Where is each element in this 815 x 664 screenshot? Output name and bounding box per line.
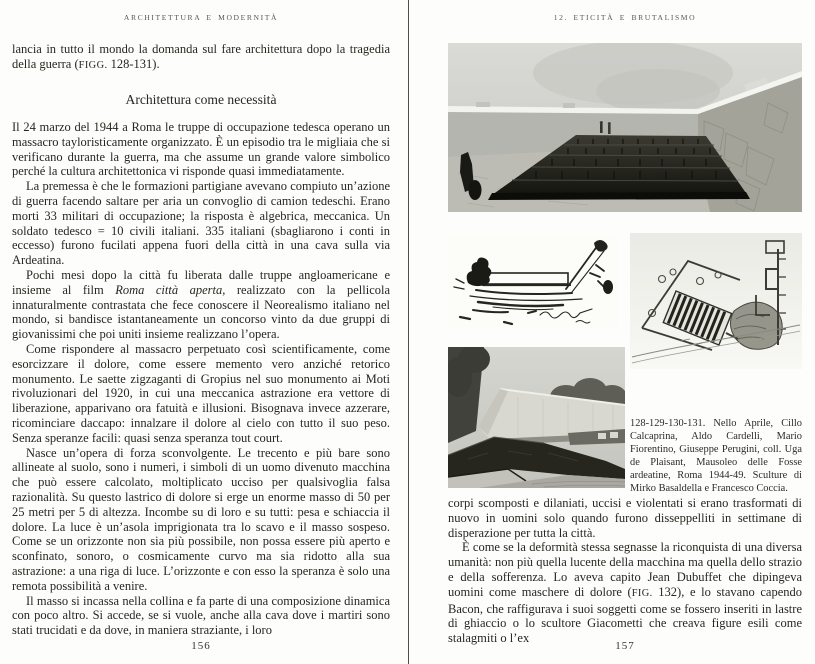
figure-site-plan-drawing: [630, 233, 802, 369]
left-opening-paragraphs: [12, 42, 390, 74]
body-paragraph: lancia in tutto il mondo la domanda sul fare architettura dopo la tragedia della guerra (FIGG. 128-131).: [12, 42, 390, 71]
body-paragraph: La premessa è che le formazioni partigiane avevano compiuto un’azione di guerra facendo saltare per aria un convoglio di camion tedeschi. Erano morti 33 militari di occupazione; la risposta è algebrica, meccanica. Un soldato tedesco = 10 civili italiani. 335 italiani (sbagliarono i conti in eccesso) furono fucilati appena fuori della città in una cava sulla via Ardeatina.: [12, 179, 390, 268]
figure-monument-sketch: [448, 235, 618, 329]
left-running-header: ARCHITETTURA E MODERNITÀ: [123, 13, 279, 22]
body-paragraph: Il 24 marzo del 1944 a Roma le truppe di occupazione tedesca operano un massacro tayloristicamente organizzato. È un episodio tra le migliaia che si verificano durante la guerra, ma che assume un grande valore simbolico perché la cultura architettonica vi risponde quasi immediatamente.: [12, 120, 390, 179]
body-paragraph: Il masso si incassa nella collina e fa parte di una composizione dinamica con poco altro. Si accede, se si vuole, anche alla cava dove i martiri sono stati trucidati e da dove, in maniera straziante, i loro: [12, 593, 390, 638]
body-paragraph: È come se la deformità stessa segnasse la riconquista di una diversa umanità: non più quella lucente della macchina ma quella dello strazio e della sofferenza. Lo aveva capito Jean Dubuffet che dipingeva uomini come maschere di dolore (FIG. 132), e lo stavano capendo Bacon, che raffigurava i suoi soggetti come se fossero inseriti in lastre di ghiaccio o lo scultore Giacometti che creava figure esili come stalagmiti o l’ex: [448, 540, 802, 646]
left-page: [12, 0, 390, 664]
figure-mausoleum-exterior-photo: [448, 347, 625, 488]
body-paragraph: Pochi mesi dopo la città fu liberata dalle truppe angloamericane e insieme al film Roma città aperta, realizzato con la pellicola innaturalmente contrastata che fece conoscere il Neorealismo italiano nel mondo, si bandisce istantaneamente un concorso vinto da due gruppi di giovanissimi che poi uniti insieme realizzano l’opera.: [12, 267, 391, 342]
body-paragraph: Nasce un’opera di forza sconvolgente. Le trecento e più bare sono allineate al suolo, sono i numeri, i simboli di un uomo divenuto macchina che può essere calcolato, moltiplicato ucciso per qualsivoglia falsa razionalità. Su questo lastrico di dolore si erge un enorme masso di 50 per 25 metri per 5 di altezza. Incombe su di loro e su tutti: pesa e schiaccia il dolore. La luce è un’asola imprigionata tra lo scavo e il masso sospeso. Come se un orizzonte non sia più possibile, non possa essere più aperto e sconfinato, sonoro, o cosmicamente curvo ma sia ridotto alla sua astrazione: a una riga di luce. L’orizzonte e con esso la speranza è solo una remota possibilità a venire.: [12, 445, 390, 593]
page-gutter: [408, 0, 409, 664]
mausoleum-interior-illustration: [448, 43, 802, 212]
right-body-paragraphs: [448, 496, 802, 646]
section-heading: Architettura come necessità: [125, 92, 277, 107]
right-page: [448, 0, 802, 664]
left-page-number: 156: [191, 640, 211, 652]
body-paragraph: Come rispondere al massacro perpetuato così scientificamente, come esorcizzare il dolore, come essere memento vero anziché retorico monumento. Le saette zigzaganti di Gropius nel suo monumento ai Moti rivoluzionari del 1920, in cui una meccanica astrazione era vettore di liberazione, apparivano ora fatuità e illusioni. Bisognava invece azzerare, ricominciare daccapo: innalzare il dolore al cielo con tutto il suo peso. Senza speranze facili: quasi senza speranza tout court.: [12, 341, 390, 445]
right-page-number: 157: [615, 640, 635, 652]
monument-sketch-illustration: [448, 235, 618, 329]
left-body-paragraphs: [12, 120, 390, 638]
body-paragraph: corpi scomposti e dilaniati, uccisi e violentati si erano trasformati di nuovo in uomini solo quando furono disseppelliti in settimane di disperazione per tutta la città.: [448, 496, 802, 540]
mausoleum-exterior-illustration: [448, 347, 625, 488]
figure-caption: 128-129-130-131. Nello Aprile, Cillo Calcaprina, Aldo Cardelli, Mario Fiorentino, Giuseppe Perugini, coll. Uga de Plaisant, Mausoleo delle Fosse ardeatine, Roma 1944-49. Sculture di Mirko Basaldella e Francesco Coccia.: [630, 418, 802, 494]
figure-mausoleum-interior-photo: [448, 43, 802, 212]
site-plan-illustration: [630, 233, 802, 369]
right-running-header: 12. ETICITÀ E BRUTALISMO: [553, 13, 697, 22]
